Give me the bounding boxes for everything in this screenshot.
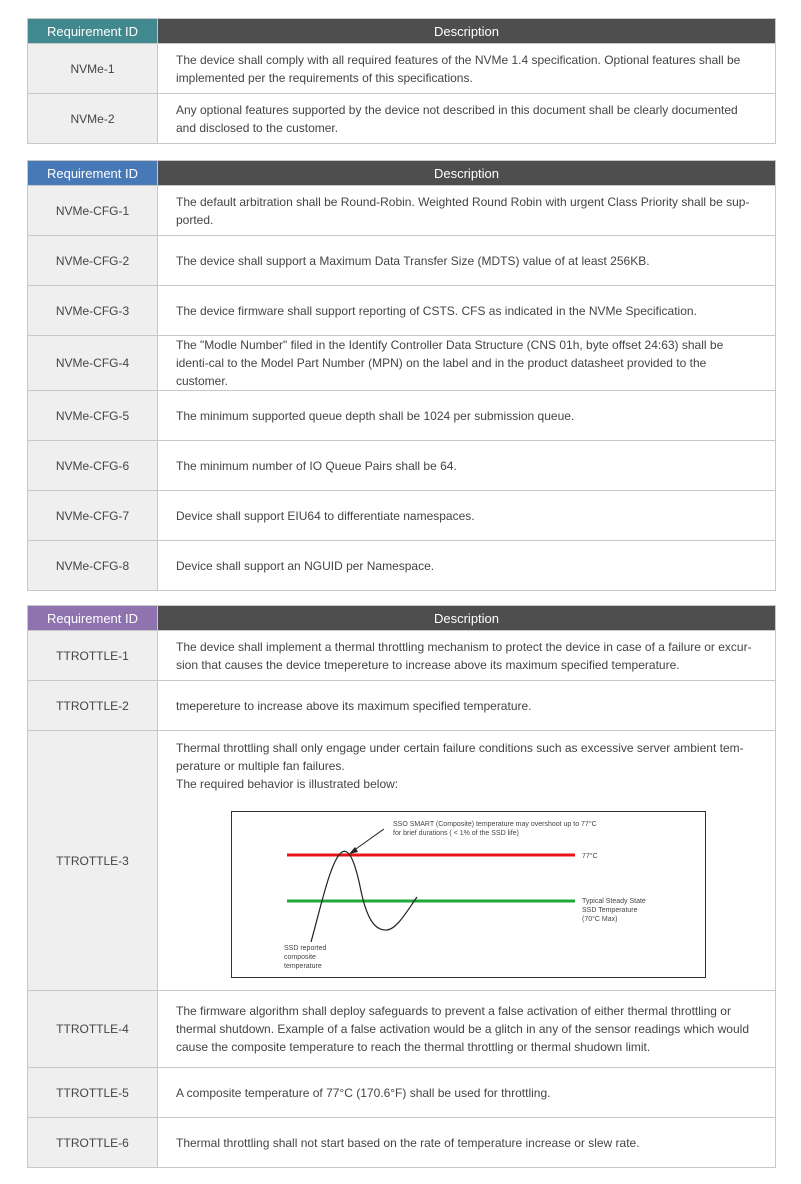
table-row: [28, 44, 776, 94]
table-row: [28, 991, 776, 1068]
requirement-id: NVMe-1: [28, 44, 158, 94]
table-row: [28, 391, 776, 441]
requirement-id: NVMe-CFG-8: [28, 541, 158, 591]
requirement-id: NVMe-CFG-5: [28, 391, 158, 441]
requirement-description: Any optional features supported by the device not described in this document shall be clearly documented and disclosed to the customer.: [158, 94, 776, 144]
requirement-description: Device shall support EIU64 to differentiate namespaces.: [158, 491, 776, 541]
ttrottle-requirements-table: [27, 605, 776, 1168]
thermal-diagram: [231, 811, 706, 978]
description-paragraph: The required behavior is illustrated below:: [176, 777, 399, 791]
table-row: [28, 236, 776, 286]
table-row: [28, 441, 776, 491]
requirement-id: TTROTTLE-1: [28, 631, 158, 681]
requirement-id-header: Requirement ID: [28, 19, 158, 44]
table-row: [28, 286, 776, 336]
requirement-description: Device shall support an NGUID per Namespace.: [158, 541, 776, 591]
curve-label: SSD reported: [284, 945, 327, 952]
requirement-description: tmepereture to increase above its maximum specified temperature.: [158, 681, 776, 731]
requirement-id: NVMe-CFG-7: [28, 491, 158, 541]
requirement-id: TTROTTLE-6: [28, 1118, 158, 1168]
thermal-throttling-figure: [176, 793, 759, 978]
steady-state-label: Typical Steady State: [582, 898, 646, 905]
overshoot-note: for brief durations ( < 1% of the SSD life): [393, 830, 519, 837]
table-row: [28, 731, 776, 991]
requirement-description: The minimum supported queue depth shall be 1024 per submission queue.: [158, 391, 776, 441]
description-header: Description: [158, 161, 776, 186]
requirement-id: TTROTTLE-4: [28, 991, 158, 1068]
description-header: Description: [158, 19, 776, 44]
requirement-id-header: Requirement ID: [28, 606, 158, 631]
table-row: [28, 94, 776, 144]
requirement-id: TTROTTLE-2: [28, 681, 158, 731]
requirement-description: The minimum number of IO Queue Pairs shall be 64.: [158, 441, 776, 491]
requirement-description: The default arbitration shall be Round-Robin. Weighted Round Robin with urgent Class Priority shall be sup-ported.: [158, 186, 776, 236]
requirement-description: The device shall implement a thermal throttling mechanism to protect the device in case of a failure or excur-sion that causes the device tmepereture to increase above its maximum specified temperature.: [158, 631, 776, 681]
description-paragraph: Thermal throttling shall only engage under certain failure conditions such as excessive server ambient tem-perature or multiple fan failures.: [176, 741, 744, 773]
requirement-description: The device shall support a Maximum Data Transfer Size (MDTS) value of at least 256KB.: [158, 236, 776, 286]
requirement-description: A composite temperature of 77°C (170.6°F) shall be used for throttling.: [158, 1068, 776, 1118]
table-header-row: [28, 161, 776, 186]
requirement-id: NVMe-2: [28, 94, 158, 144]
curve-label: temperature: [284, 963, 322, 970]
table-row: [28, 1068, 776, 1118]
requirement-id-header: Requirement ID: [28, 161, 158, 186]
nvme-cfg-requirements-table: [27, 160, 776, 591]
requirement-id: NVMe-CFG-2: [28, 236, 158, 286]
steady-state-label: SSD Temperature: [582, 907, 638, 914]
requirement-id: NVMe-CFG-4: [28, 336, 158, 391]
requirement-description: Thermal throttling shall not start based on the rate of temperature increase or slew rate.: [158, 1118, 776, 1168]
requirement-description: The firmware algorithm shall deploy safeguards to prevent a false activation of either thermal throttling or thermal shutdown. Example of a false activation would be a glitch in any of the sensor readings which would cause the composite temperature to reach the thermal throttling or thermal shudown limit.: [158, 991, 776, 1068]
requirement-id: NVMe-CFG-6: [28, 441, 158, 491]
limit-label: 77°C: [582, 853, 598, 860]
overshoot-note: SSO SMART (Composite) temperature may overshoot up to 77°C: [393, 821, 597, 828]
table-row: [28, 541, 776, 591]
table-row: [28, 631, 776, 681]
requirement-description: The device shall comply with all required features of the NVMe 1.4 specification. Optional features shall be implemented per the requirements of this specifications.: [158, 44, 776, 94]
table-header-row: [28, 19, 776, 44]
description-header: Description: [158, 606, 776, 631]
requirement-id: NVMe-CFG-1: [28, 186, 158, 236]
curve-label: composite: [284, 954, 316, 961]
table-row: [28, 491, 776, 541]
requirement-description: The device firmware shall support reporting of CSTS. CFS as indicated in the NVMe Specification.: [158, 286, 776, 336]
requirement-id: NVMe-CFG-3: [28, 286, 158, 336]
table-row: [28, 681, 776, 731]
table-row: [28, 1118, 776, 1168]
table-row: [28, 336, 776, 391]
requirement-description: The "Modle Number" filed in the Identify Controller Data Structure (CNS 01h, byte offset 24:63) shall be identi-cal to the Model Part Number (MPN) on the label and in the product datasheet provided to the customer.: [158, 336, 776, 391]
steady-state-label: (70°C Max): [582, 916, 618, 923]
requirement-id: TTROTTLE-3: [28, 731, 158, 991]
nvme-requirements-table: [27, 18, 776, 144]
table-header-row: [28, 606, 776, 631]
requirement-description: [158, 731, 776, 991]
table-row: [28, 186, 776, 236]
requirement-id: TTROTTLE-5: [28, 1068, 158, 1118]
